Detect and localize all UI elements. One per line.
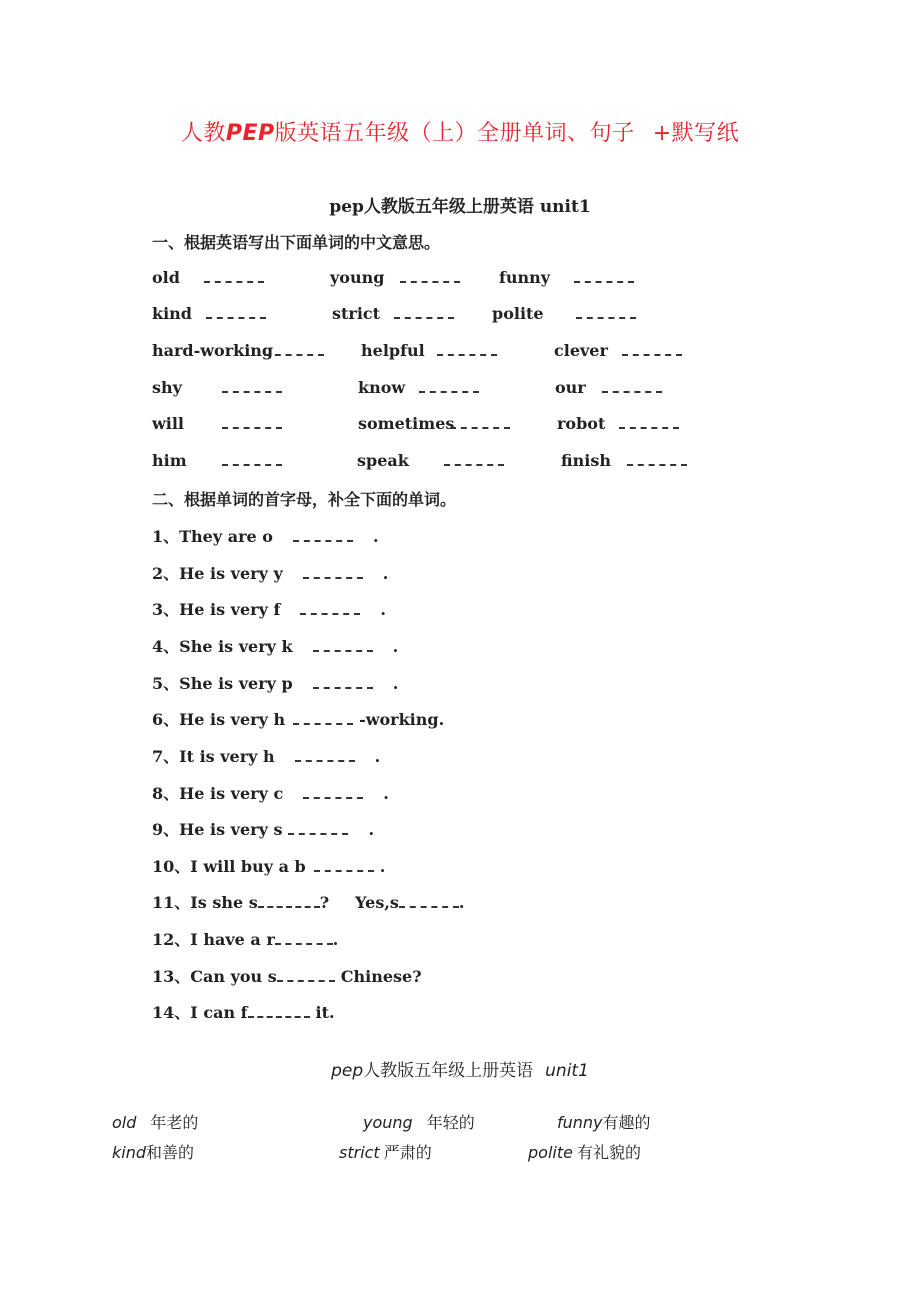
word-item: him: [152, 451, 187, 470]
answer-blank[interactable]: [419, 391, 479, 393]
fill-sentence: 2、He is very y .: [152, 564, 389, 583]
fill-sentence: 11、Is she s ? Yes,s .: [152, 893, 465, 912]
fill-sentence: 12、I have a r .: [152, 930, 339, 949]
answer-blank[interactable]: [450, 427, 510, 429]
answer-blank[interactable]: [303, 789, 363, 799]
fill-sentence: 3、He is very f .: [152, 600, 386, 619]
unit-title: pep人教版五年级上册英语 unit1: [329, 197, 591, 217]
answer-blank[interactable]: [288, 825, 348, 835]
word-item: sometimes: [358, 414, 455, 433]
fill-sentence: 6、He is very h -working.: [152, 710, 445, 729]
word-item: finish: [561, 451, 611, 470]
answer-key-heading: pep人教版五年级上册英语 unit1: [331, 1061, 589, 1081]
fill-sentence: 14、I can f it.: [152, 1003, 335, 1022]
fill-sentence: 7、It is very h .: [152, 747, 381, 766]
word-item: know: [358, 378, 406, 397]
answer-blank[interactable]: [627, 464, 687, 466]
answer-blank[interactable]: [204, 281, 264, 283]
fill-sentence: 9、He is very s .: [152, 820, 375, 839]
answer-blank[interactable]: [400, 281, 460, 283]
answer-item: kind和善的: [112, 1143, 195, 1162]
answer-blank[interactable]: [313, 679, 373, 689]
answer-blank[interactable]: [313, 642, 373, 652]
answer-blank[interactable]: [576, 317, 636, 319]
answer-blank[interactable]: [293, 532, 353, 542]
answer-blank[interactable]: [222, 427, 282, 429]
answer-blank[interactable]: [206, 317, 266, 319]
answer-blank[interactable]: [300, 605, 360, 615]
answer-blank[interactable]: [222, 391, 282, 393]
answer-item: young 年轻的: [363, 1113, 475, 1132]
answer-item: old 年老的: [112, 1113, 199, 1132]
word-item: shy: [152, 378, 182, 397]
fill-sentence: 13、Can you s Chinese?: [152, 967, 422, 986]
answer-blank[interactable]: [622, 354, 682, 356]
fill-sentence: 8、He is very c .: [152, 784, 389, 803]
section1-heading: 一、根据英语写出下面单词的中文意思。: [152, 233, 441, 252]
answer-item: strict 严肃的: [339, 1143, 432, 1162]
word-item: will: [152, 414, 185, 433]
answer-blank[interactable]: [222, 464, 282, 466]
word-item: old: [152, 268, 180, 287]
answer-blank[interactable]: [248, 1008, 310, 1018]
answer-blank[interactable]: [277, 972, 335, 982]
word-item: polite: [492, 304, 544, 323]
document-title: 人教PEP版英语五年级（上）全册单词、句子 +默写纸: [180, 121, 740, 146]
word-item: robot: [557, 414, 606, 433]
fill-sentence: 5、She is very p .: [152, 674, 399, 693]
word-item: strict: [332, 304, 381, 323]
answer-blank[interactable]: [293, 715, 353, 725]
answer-blank[interactable]: [399, 898, 459, 908]
answer-blank[interactable]: [444, 464, 504, 466]
word-item: funny: [499, 268, 551, 287]
answer-blank[interactable]: [574, 281, 634, 283]
answer-blank[interactable]: [314, 862, 374, 872]
word-item: clever: [554, 341, 608, 360]
answer-blank[interactable]: [394, 317, 454, 319]
fill-sentence: 1、They are o .: [152, 527, 379, 546]
answer-blank[interactable]: [295, 752, 355, 762]
answer-item: polite 有礼貌的: [528, 1143, 641, 1162]
word-item: kind: [152, 304, 192, 323]
answer-blank[interactable]: [602, 391, 662, 393]
word-item: young: [330, 268, 385, 287]
section2-heading: 二、根据单词的首字母，补全下面的单词。: [152, 490, 457, 509]
answer-item: funny有趣的: [557, 1113, 651, 1132]
answer-blank[interactable]: [275, 935, 333, 945]
fill-sentence: 10、I will buy a b .: [152, 857, 386, 876]
answer-blank[interactable]: [303, 569, 363, 579]
word-item: helpful: [361, 341, 425, 360]
answer-blank[interactable]: [619, 427, 679, 429]
word-item: our: [555, 378, 586, 397]
answer-blank[interactable]: [264, 354, 324, 356]
word-item: speak: [357, 451, 409, 470]
answer-blank[interactable]: [258, 898, 320, 908]
fill-sentence: 4、She is very k .: [152, 637, 399, 656]
answer-blank[interactable]: [437, 354, 497, 356]
word-item: hard-working: [152, 341, 274, 360]
